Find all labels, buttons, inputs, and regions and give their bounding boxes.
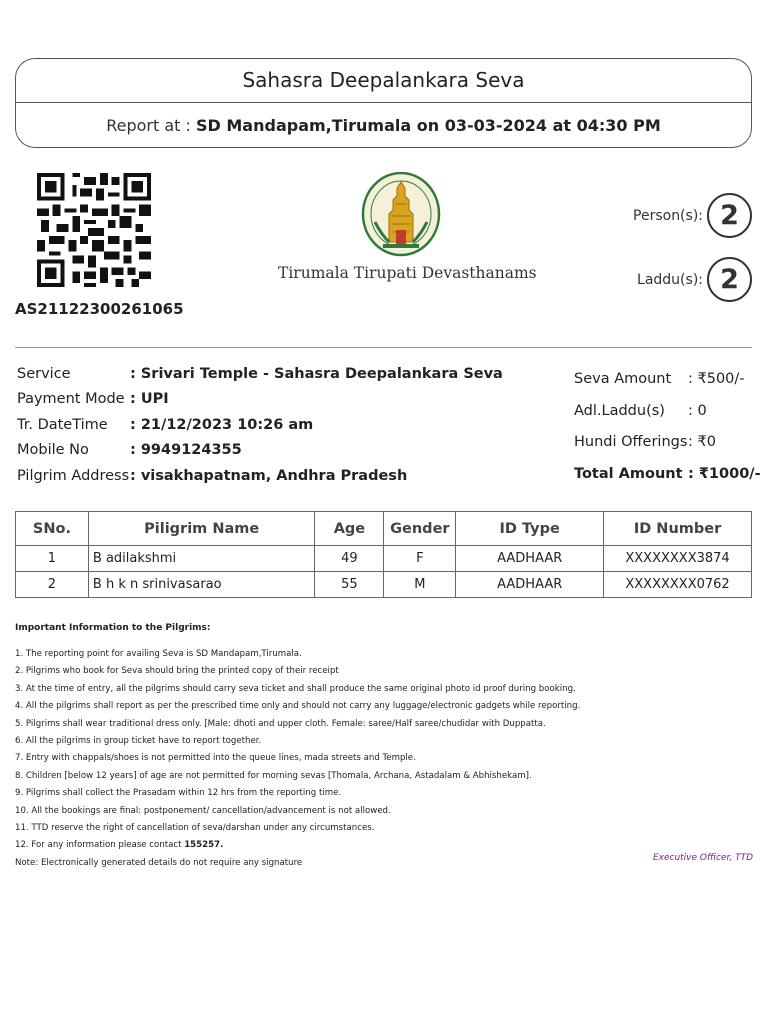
persons-count <box>633 193 752 238</box>
booking-id: AS21122300261065 <box>15 300 184 318</box>
table-cell: F <box>384 546 456 572</box>
amount-row <box>574 427 761 459</box>
info-item: 2. Pilgrims who book for Seva should bring the printed copy of their receipt <box>15 666 339 677</box>
persons-label: Person(s): <box>633 207 703 224</box>
report-value: SD Mandapam,Tirumala on 03-03-2024 at 04:30 PM <box>196 116 661 135</box>
table-cell: AADHAAR <box>456 572 604 598</box>
info-item: 10. All the bookings are final: postponement/ cancellation/advancement is not allowed. <box>15 805 391 816</box>
detail-row <box>17 387 503 412</box>
report-line <box>16 103 751 148</box>
section-divider <box>15 347 752 348</box>
detail-row <box>17 362 503 387</box>
detail-label: Pilgrim Address <box>17 467 130 484</box>
info-item: 3. At the time of entry, all the pilgrims should carry seva ticket and shall produce the same original photo id proof during booking. <box>15 683 576 694</box>
column-header: ID Number <box>604 512 752 546</box>
info-list <box>15 646 755 872</box>
amount-value: : ₹0 <box>688 434 716 450</box>
info-item: 9. Pilgrims shall collect the Prasadam within 12 hrs from the reporting time. <box>15 788 342 799</box>
table-row <box>16 572 752 598</box>
booking-details <box>17 362 503 489</box>
total-amount-row <box>574 459 761 491</box>
info-item: 1. The reporting point for availing Seva is SD Mandapam,Tirumala. <box>15 649 302 659</box>
info-item: 8. Children [below 12 years] of age are not permitted for morning sevas [Thomala, Archana, Astadalam & Abhishekam]. <box>15 770 532 781</box>
amount-row <box>574 364 761 396</box>
amount-label: Adl.Laddu(s) <box>574 402 665 419</box>
column-header: Piligrim Name <box>88 512 315 546</box>
amount-label: Seva Amount <box>574 371 672 387</box>
column-header: Age <box>315 512 384 546</box>
amount-value: : 0 <box>688 402 707 419</box>
total-amount-label: Total Amount <box>574 465 683 482</box>
laddu-value: 2 <box>707 257 752 302</box>
detail-label: Service <box>17 366 71 382</box>
info-item-contact <box>15 837 755 854</box>
laddu-label: Laddu(s): <box>637 271 703 288</box>
column-header: ID Type <box>456 512 604 546</box>
report-prefix: Report at : <box>106 116 196 135</box>
amount-summary <box>574 364 761 490</box>
contact-text: 12. For any information please contact <box>15 840 185 851</box>
info-item: 5. Pilgrims shall wear traditional dress only. [Male: dhoti and upper cloth. Female: saree/Half saree/chudidar with Duppatta. <box>15 718 546 729</box>
table-cell: 49 <box>315 546 384 572</box>
table-cell: B h k n srinivasarao <box>88 572 315 598</box>
amount-row <box>574 396 761 428</box>
table-cell: 1 <box>16 546 89 572</box>
detail-value: : UPI <box>130 391 169 408</box>
table-row <box>16 546 752 572</box>
laddu-count <box>637 257 752 302</box>
qr-code-icon <box>37 173 151 287</box>
detail-label: Tr. DateTime <box>17 416 108 433</box>
pilgrims-table <box>15 511 752 598</box>
detail-value: : 21/12/2023 10:26 am <box>130 416 314 433</box>
total-amount-value: : ₹1000/- <box>688 465 761 482</box>
ttd-emblem-icon <box>361 172 441 258</box>
detail-row <box>17 413 503 438</box>
column-header: SNo. <box>16 512 89 546</box>
detail-row <box>17 464 503 489</box>
table-cell: B adilakshmi <box>88 546 315 572</box>
organization-name: Tirumala Tirupati Devasthanams <box>278 264 537 282</box>
table-cell: 55 <box>315 572 384 598</box>
table-header-row <box>16 512 752 546</box>
detail-label: Payment Mode <box>17 391 125 408</box>
detail-value: : visakhapatnam, Andhra Pradesh <box>130 467 408 484</box>
persons-value: 2 <box>707 193 752 238</box>
header-box <box>15 58 752 148</box>
detail-label: Mobile No <box>17 442 89 459</box>
info-item: 4. All the pilgrims shall report as per the prescribed time only and should not carry any luggage/electronic gadgets while reporting. <box>15 701 581 712</box>
info-item: 7. Entry with chappals/shoes is not permitted into the queue lines, mada streets and Temple. <box>15 753 416 764</box>
table-cell: M <box>384 572 456 598</box>
seva-title: Sahasra Deepalankara Seva <box>16 59 751 103</box>
table-cell: XXXXXXXX3874 <box>604 546 752 572</box>
contact-number: 155257. <box>184 840 224 851</box>
info-item: 6. All the pilgrims in group ticket have to report together. <box>15 735 262 746</box>
detail-value: : Srivari Temple - Sahasra Deepalankara Seva <box>130 366 503 382</box>
table-cell: 2 <box>16 572 89 598</box>
executive-officer-signatory: Executive Officer, TTD <box>652 853 753 863</box>
amount-label: Hundi Offerings <box>574 434 688 450</box>
column-header: Gender <box>384 512 456 546</box>
info-title: Important Information to the Pilgrims: <box>15 623 211 633</box>
detail-value: : 9949124355 <box>130 442 242 459</box>
table-cell: XXXXXXXX0762 <box>604 572 752 598</box>
table-cell: AADHAAR <box>456 546 604 572</box>
amount-value: : ₹500/- <box>688 371 745 387</box>
detail-row <box>17 438 503 463</box>
signature-note: Note: Electronically generated details do not require any signature <box>15 857 303 868</box>
info-item: 11. TTD reserve the right of cancellation of seva/darshan under any circumstances. <box>15 822 375 833</box>
